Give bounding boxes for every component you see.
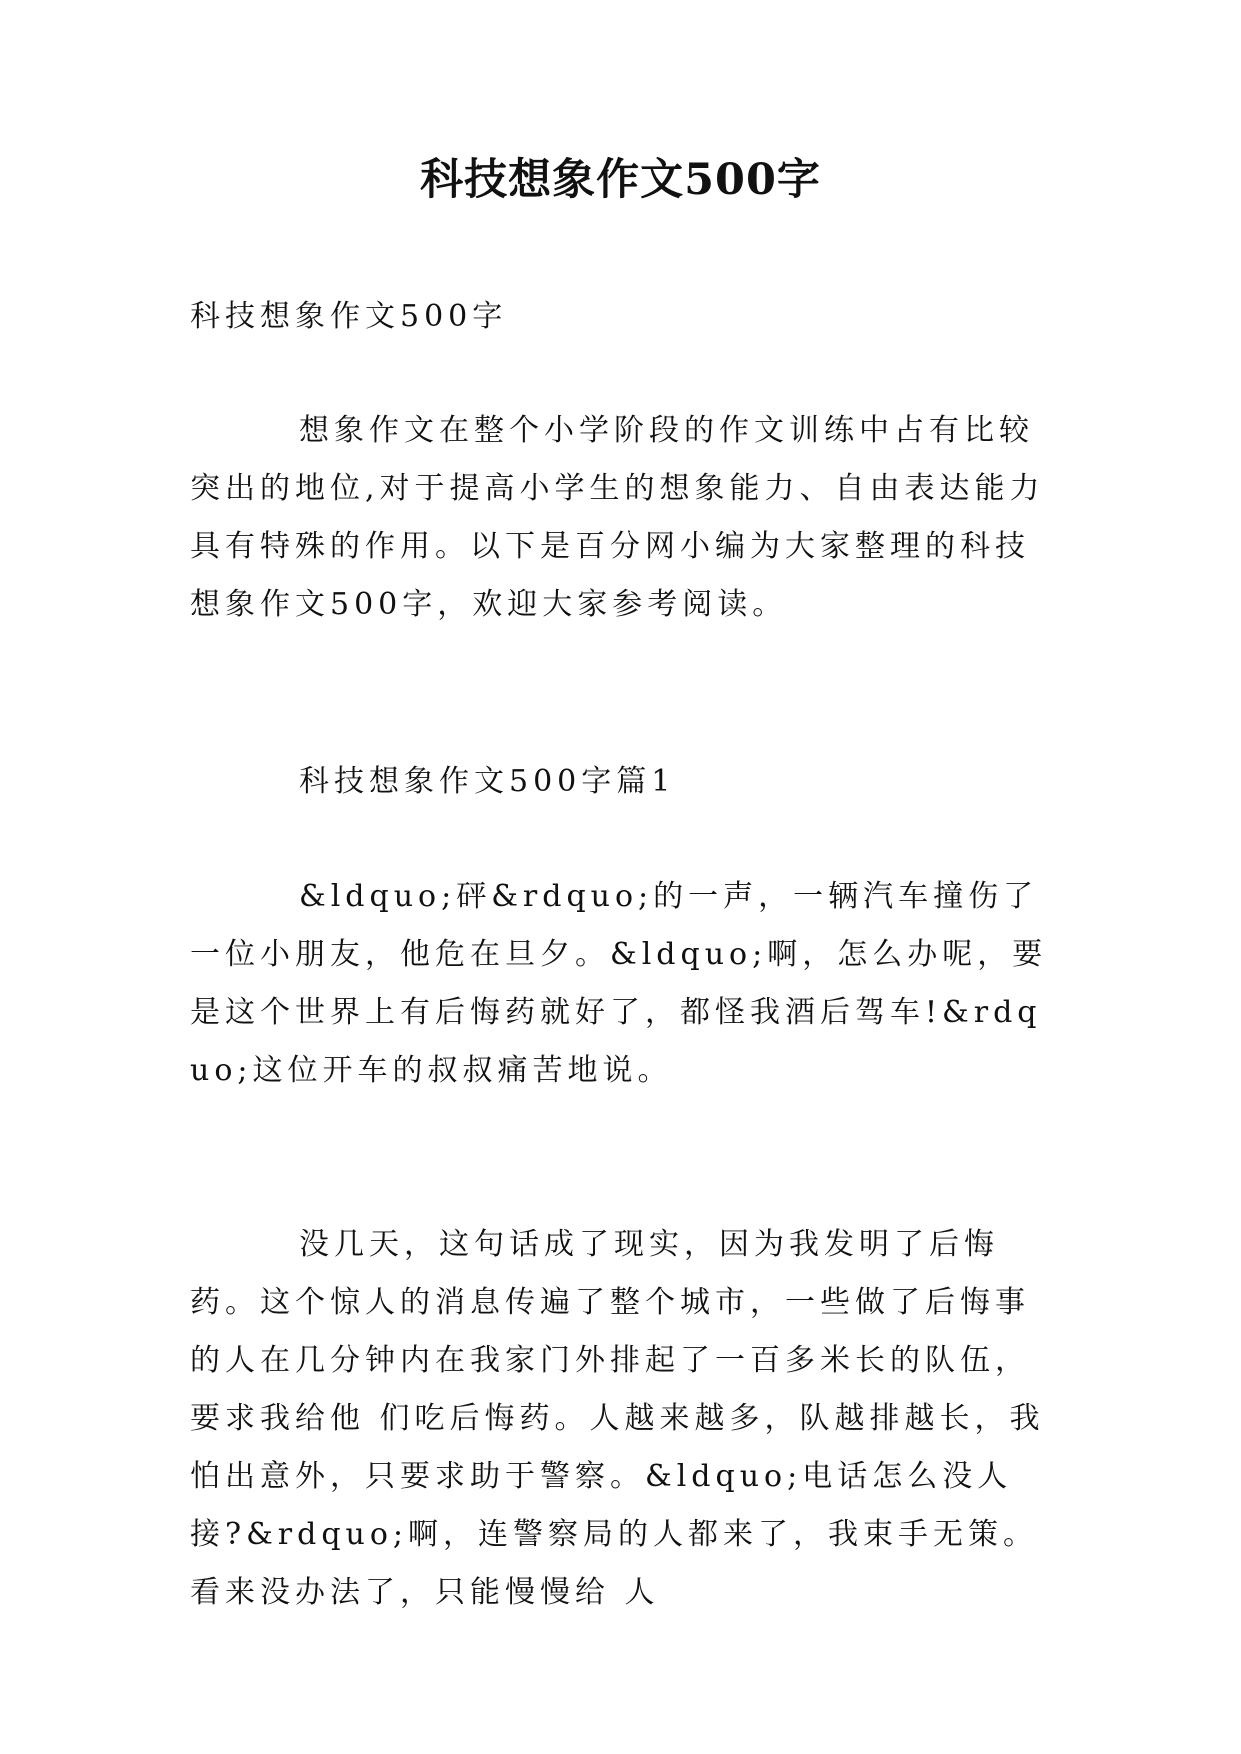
document-subtitle: 科技想象作文500字 <box>190 299 508 334</box>
body-paragraph: &ldquo;砰&rdquo;的一声，一辆汽车撞伤了一位小朋友，他危在旦夕。&ldquo;啊，怎么办呢，要是这个世界上有后悔药就好了，都怪我酒后驾车!&rdquo;这位开车的叔叔痛苦地说。 <box>190 879 1048 1088</box>
section-heading: 科技想象作文500字篇1 <box>299 764 676 799</box>
body-paragraph: 没几天，这句话成了现实，因为我发明了后悔药。这个惊人的消息传遍了整个城市，一些做了后悔事的人在几分钟内在我家门外排起了一百多米长的队伍，要求我给他 们吃后悔药。人越来越多，队越排越长，我怕出意外，只要求助于警察。&ldquo;电话怎么没人接?&rdquo;啊，连警察局的人都来了，我束手无策。看来没办法了，只能慢慢给 人 <box>190 1227 1045 1610</box>
intro-paragraph: 想象作文在整个小学阶段的作文训练中占有比较突出的地位,对于提高小学生的想象能力、自由表达能力具有特殊的作用。以下是百分网小编为大家整理的科技想象作文500字，欢迎大家参考阅读。 <box>190 413 1045 622</box>
document-title: 科技想象作文500字 <box>420 155 821 205</box>
